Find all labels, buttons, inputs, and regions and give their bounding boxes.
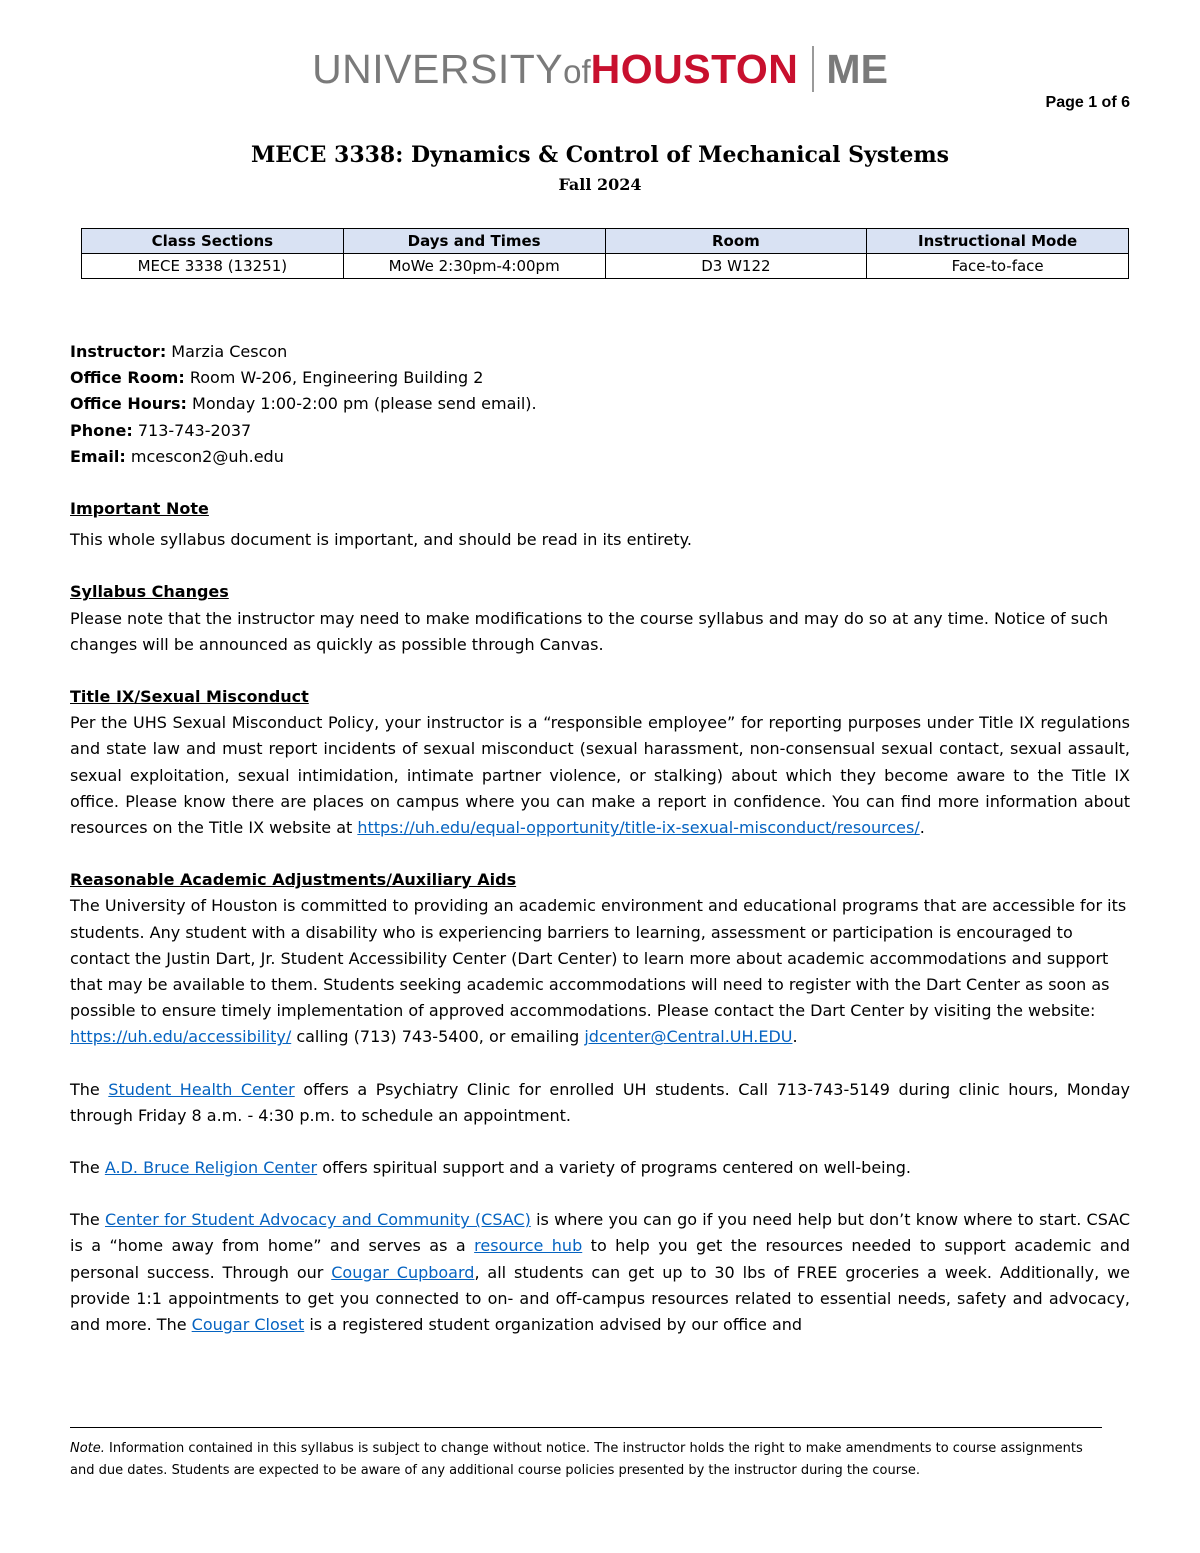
religion-center-text: offers spiritual support and a variety of programs centered on well-being. <box>317 1158 911 1178</box>
logo-divider <box>812 46 814 92</box>
health-center-text: offers a Psychiatry Clinic for enrolled UH students. Call 713-743-5149 during clinic hours, Monday through Friday 8 a.m. - 4:30 p.m. to schedule an appointment. <box>70 1079 1131 1125</box>
logo-university: UNIVERSITY <box>312 46 564 92</box>
logo-dept: ME <box>826 46 888 92</box>
title-ix-heading: Title IX/Sexual Misconduct <box>70 687 309 707</box>
syllabus-changes-heading: Syllabus Changes <box>70 582 229 602</box>
office-room-label: Office Room: <box>70 368 185 388</box>
email-label: Email: <box>70 446 126 466</box>
health-center-paragraph <box>70 1077 1130 1129</box>
instructor-info <box>70 339 1130 470</box>
resource-hub-link[interactable]: resource hub <box>474 1236 583 1256</box>
page-number: Page 1 of 6 <box>1045 94 1130 111</box>
accommodations-end: . <box>792 1027 798 1047</box>
religion-center-paragraph <box>70 1155 1130 1181</box>
class-sections-table <box>81 228 1129 279</box>
syllabus-content <box>70 339 1130 1338</box>
table-header-cell: Days and Times <box>343 229 605 254</box>
health-center-pre: The <box>70 1079 109 1099</box>
table-cell: MoWe 2:30pm-4:00pm <box>343 254 605 279</box>
important-note-body: This whole syllabus document is important, and should be read in its entirety. <box>70 530 692 550</box>
office-room-value: Room W-206, Engineering Building 2 <box>184 368 484 388</box>
university-logo <box>0 44 1200 103</box>
office-hours-line <box>70 391 1130 417</box>
instructor-line <box>70 339 1130 365</box>
csac-text-4: is a registered student organization advised by our office and <box>304 1315 803 1335</box>
office-room-line <box>70 365 1130 391</box>
religion-center-link[interactable]: A.D. Bruce Religion Center <box>104 1158 318 1178</box>
table-header-row <box>82 229 1129 254</box>
csac-text-1: is where you can go if you need help but don’t know where to start. CSAC is a “home away from home” and serves as a <box>70 1210 1131 1256</box>
csac-paragraph <box>70 1207 1130 1338</box>
csac-pre: The <box>70 1210 105 1230</box>
table-cell: D3 W122 <box>605 254 867 279</box>
religion-center-pre: The <box>70 1158 105 1178</box>
csac-text-2: to help you get the resources needed to support academic and personal success. Through our <box>70 1236 1131 1282</box>
table-header-cell: Class Sections <box>82 229 344 254</box>
csac-text-3: , all students can get up to 30 lbs of FREE groceries a week. Additionally, we provide 1:1 appointments to get you connected to on- and off-campus resources related to essential needs, safety and advocacy, and more. The <box>70 1262 1131 1335</box>
instructor-label: Instructor: <box>70 342 167 361</box>
office-hours-value: Monday 1:00-2:00 pm (please send email). <box>186 394 537 414</box>
title-ix-end: . <box>919 818 925 838</box>
footer-note <box>70 1438 1110 1482</box>
important-note-heading: Important Note <box>70 499 209 519</box>
title-ix-body <box>70 710 1130 841</box>
accommodations-text: The University of Houston is committed to providing an academic environment and educational programs that are accessible for its students. Any student with a disability who is experiencing barriers to learning, assessment or participation is encouraged to contact the Justin Dart, Jr. Student Accessibility Center (Dart Center) to learn more about academic accommodations and support that may be available to them. Students seeking academic accommodations will need to register with the Dart Center as soon as possible to ensure timely implementation of approved accommodations. Please contact the Dart Center by visiting the website: <box>70 896 1127 1021</box>
cougar-cupboard-link[interactable]: Cougar Cupboard <box>331 1262 475 1282</box>
accommodations-body <box>70 893 1130 1050</box>
table-row <box>82 254 1129 279</box>
title-ix-text: Per the UHS Sexual Misconduct Policy, your instructor is a “responsible employee” for reporting purposes under Title IX regulations and state law and must report incidents of sexual misconduct (sexual harassment, non-consensual sexual contact, sexual assault, sexual exploitation, sexual intimidation, intimate partner violence, or stalking) about which they become aware to the Title IX office. Please know there are places on campus where you can make a report in confidence. You can find more information about resources on the Title IX website at <box>70 713 1130 838</box>
instructor-value: Marzia Cescon <box>166 342 288 361</box>
footer-divider <box>70 1427 1102 1428</box>
table-header-cell: Instructional Mode <box>867 229 1129 254</box>
course-title: MECE 3338: Dynamics & Control of Mechanical Systems <box>250 142 950 168</box>
accessibility-link[interactable]: https://uh.edu/accessibility/ <box>70 1027 292 1047</box>
title-ix-link[interactable]: https://uh.edu/equal-opportunity/title-ix-sexual-misconduct/resources/ <box>357 818 920 838</box>
table-header-cell: Room <box>605 229 867 254</box>
csac-link[interactable]: Center for Student Advocacy and Community (CSAC) <box>105 1210 531 1230</box>
dart-center-email-link[interactable]: jdcenter@Central.UH.EDU <box>584 1027 793 1047</box>
logo-houston: HOUSTON <box>590 46 799 92</box>
cougar-closet-link[interactable]: Cougar Closet <box>191 1315 305 1335</box>
phone-value: 713-743-2037 <box>132 420 252 440</box>
office-hours-label: Office Hours: <box>70 394 187 414</box>
table-cell: Face-to-face <box>867 254 1129 279</box>
phone-line <box>70 418 1130 444</box>
email-line <box>70 444 1130 470</box>
accommodations-heading: Reasonable Academic Adjustments/Auxiliary Aids <box>70 870 517 890</box>
accommodations-mid: calling (713) 743-5400, or emailing <box>291 1027 585 1047</box>
logo-of: of <box>563 53 591 90</box>
student-health-center-link[interactable]: Student Health Center <box>108 1079 295 1099</box>
footer-note-label: Note. <box>70 1441 105 1456</box>
phone-label: Phone: <box>70 420 133 440</box>
table-cell: MECE 3338 (13251) <box>82 254 344 279</box>
course-term: Fall 2024 <box>558 175 642 194</box>
syllabus-changes-body: Please note that the instructor may need to make modifications to the course syllabus and may do so at any time. Notice of such changes will be announced as quickly as possible through Canvas. <box>70 608 1109 654</box>
footer-note-text: Information contained in this syllabus is subject to change without notice. The instructor holds the right to make amendments to course assignments and due dates. Students are expected to be aware of any additional course policies presented by the instructor during the course. <box>70 1441 1083 1478</box>
email-value: mcescon2@uh.edu <box>125 446 284 466</box>
